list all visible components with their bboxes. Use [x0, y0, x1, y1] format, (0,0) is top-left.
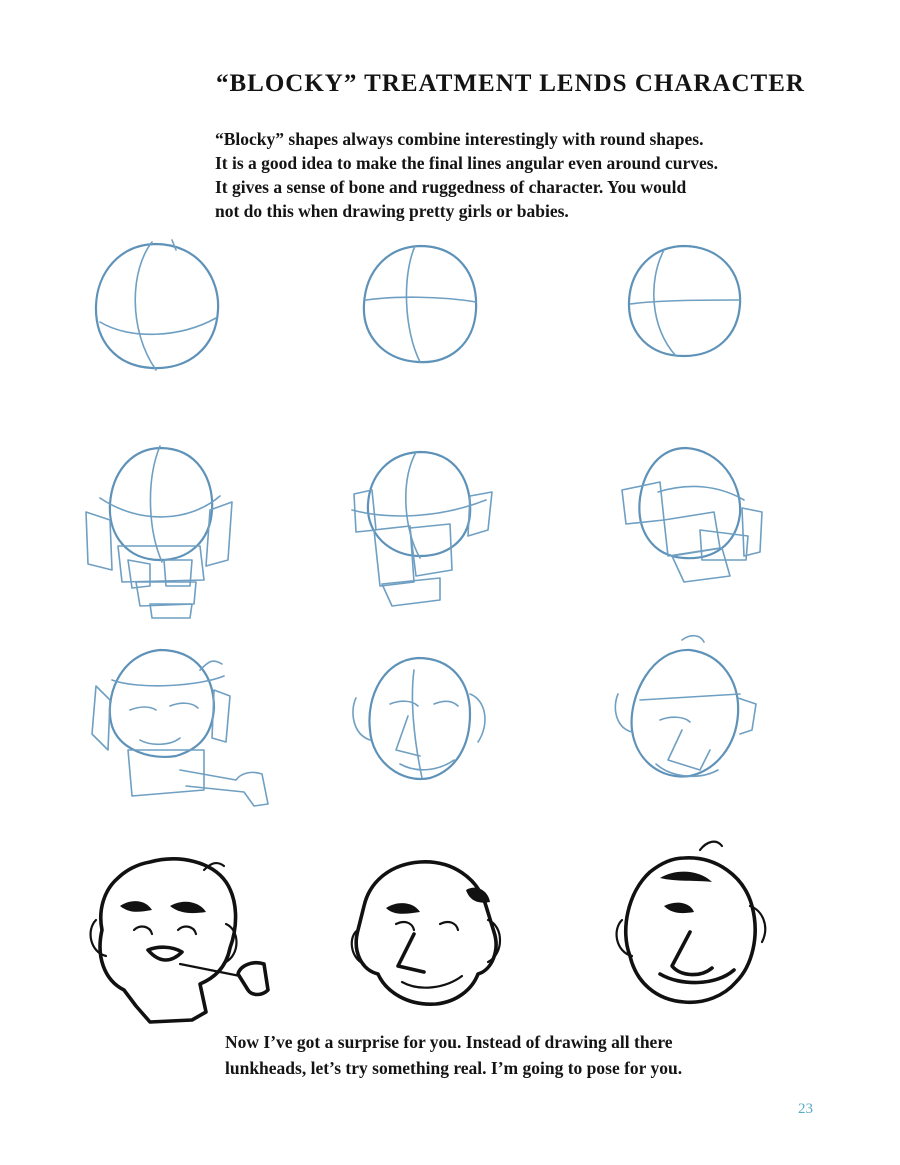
page-title: “BLOCKY” TREATMENT LENDS CHARACTER: [216, 70, 805, 97]
blocked-head-sketch-left: [86, 446, 232, 618]
rough-head-sketch-right: [615, 636, 756, 777]
intro-line: It gives a sense of bone and ruggedness of character. You would: [215, 177, 687, 197]
inked-head-right: [617, 842, 766, 1003]
blocked-head-sketch-right: [622, 448, 762, 582]
blocked-head-sketch-center: [352, 452, 492, 606]
intro-line: “Blocky” shapes always combine interestingly with round shapes.: [215, 129, 704, 149]
inked-head-center: [352, 862, 500, 1004]
outro-paragraph: [225, 1029, 825, 1081]
intro-paragraph: [215, 127, 827, 223]
sphere-sketch-right: [629, 246, 740, 356]
rough-head-sketch-center: [353, 658, 485, 779]
sphere-sketch-center: [364, 246, 476, 362]
intro-line: It is a good idea to make the final lines angular even around curves.: [215, 153, 718, 173]
outro-line: lunkheads, let’s try something real. I’m going to pose for you.: [225, 1058, 683, 1078]
sphere-sketch-left: [96, 240, 218, 370]
page-number: 23: [798, 1101, 813, 1117]
intro-line: not do this when drawing pretty girls or babies.: [215, 201, 569, 221]
head-construction-illustration: [0, 230, 900, 1030]
rough-head-sketch-left: [92, 650, 268, 806]
outro-line: Now I’ve got a surprise for you. Instead of drawing all there: [225, 1032, 673, 1052]
inked-head-left: [91, 859, 268, 1022]
